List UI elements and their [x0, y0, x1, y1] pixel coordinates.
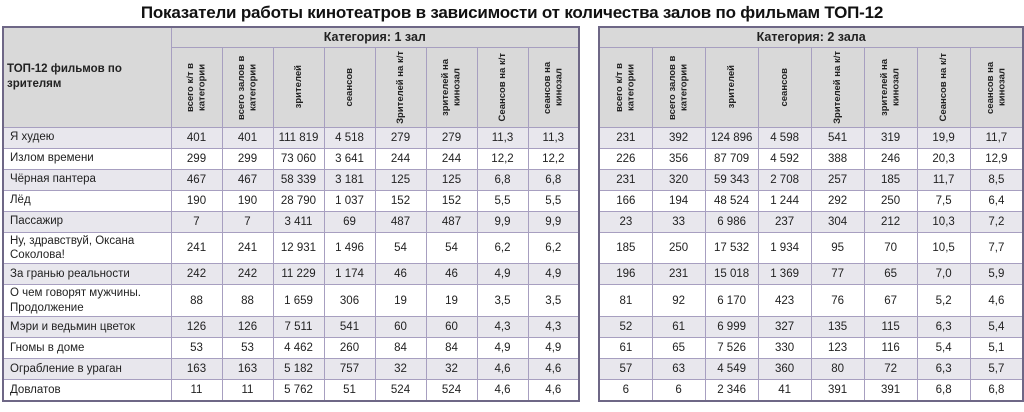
value-cell: 65 — [652, 338, 705, 359]
value-cell: 32 — [375, 359, 426, 380]
value-cell: 125 — [375, 169, 426, 190]
value-cell: 6,3 — [917, 317, 970, 338]
table-row — [3, 380, 579, 401]
value-cell: 69 — [324, 211, 375, 232]
value-cell: 65 — [864, 264, 917, 285]
value-cell: 6,8 — [477, 169, 528, 190]
value-cell: 58 339 — [273, 169, 324, 190]
value-cell: 123 — [811, 338, 864, 359]
column-header-viewers-per-hall: зрителей на кинозал — [426, 47, 477, 127]
value-cell: 185 — [864, 169, 917, 190]
table-row — [599, 359, 1023, 380]
value-cell: 242 — [222, 264, 273, 285]
column-header-sessions-per-hall: сеансов на кинозал — [970, 47, 1023, 127]
value-cell: 88 — [222, 285, 273, 317]
column-header-viewers-per-cinema: Зрителей на к/т — [375, 47, 426, 127]
value-cell: 7,7 — [970, 232, 1023, 264]
value-cell: 244 — [375, 148, 426, 169]
value-cell: 61 — [599, 338, 652, 359]
value-cell: 7,0 — [917, 264, 970, 285]
table-row — [3, 211, 579, 232]
table-row — [599, 169, 1023, 190]
value-cell: 67 — [864, 285, 917, 317]
value-cell: 7,2 — [970, 211, 1023, 232]
value-cell: 391 — [864, 380, 917, 401]
value-cell: 70 — [864, 232, 917, 264]
value-cell: 163 — [171, 359, 222, 380]
value-cell: 226 — [599, 148, 652, 169]
value-cell: 423 — [758, 285, 811, 317]
value-cell: 84 — [426, 338, 477, 359]
value-cell: 63 — [652, 359, 705, 380]
value-cell: 32 — [426, 359, 477, 380]
table-row — [3, 338, 579, 359]
value-cell: 52 — [599, 317, 652, 338]
value-cell: 320 — [652, 169, 705, 190]
tables-container — [2, 26, 1022, 402]
column-header-sessions-per-hall: сеансов на кинозал — [528, 47, 579, 127]
value-cell: 1 244 — [758, 190, 811, 211]
table-row — [599, 338, 1023, 359]
table-row — [3, 127, 579, 148]
value-cell: 3,5 — [477, 285, 528, 317]
value-cell: 11 — [171, 380, 222, 401]
column-header-sessions-per-cinema: Сеансов на к/т — [917, 47, 970, 127]
value-cell: 391 — [811, 380, 864, 401]
value-cell: 299 — [171, 148, 222, 169]
column-header-viewers: зрителей — [273, 47, 324, 127]
value-cell: 163 — [222, 359, 273, 380]
value-cell: 80 — [811, 359, 864, 380]
value-cell: 4,9 — [477, 338, 528, 359]
value-cell: 10,3 — [917, 211, 970, 232]
value-cell: 81 — [599, 285, 652, 317]
value-cell: 111 819 — [273, 127, 324, 148]
value-cell: 319 — [864, 127, 917, 148]
value-cell: 3 181 — [324, 169, 375, 190]
value-cell: 5,4 — [970, 317, 1023, 338]
film-name-cell: Чёрная пантера — [3, 169, 171, 190]
value-cell: 541 — [324, 317, 375, 338]
table-row — [3, 264, 579, 285]
value-cell: 6,2 — [477, 232, 528, 264]
value-cell: 5,9 — [970, 264, 1023, 285]
value-cell: 51 — [324, 380, 375, 401]
value-cell: 20,3 — [917, 148, 970, 169]
column-header-sessions-per-cinema: Сеансов на к/т — [477, 47, 528, 127]
value-cell: 4 549 — [705, 359, 758, 380]
value-cell: 6,8 — [528, 169, 579, 190]
value-cell: 6,8 — [917, 380, 970, 401]
column-header-total-halls: всего залов в категории — [652, 47, 705, 127]
film-name-cell: Мэри и ведьмин цветок — [3, 317, 171, 338]
value-cell: 3,5 — [528, 285, 579, 317]
table-row — [599, 317, 1023, 338]
table-row — [3, 285, 579, 317]
value-cell: 152 — [426, 190, 477, 211]
value-cell: 250 — [652, 232, 705, 264]
value-cell: 115 — [864, 317, 917, 338]
value-cell: 231 — [652, 264, 705, 285]
value-cell: 5,7 — [970, 359, 1023, 380]
value-cell: 1 369 — [758, 264, 811, 285]
table-row — [3, 232, 579, 264]
table-row — [3, 190, 579, 211]
value-cell: 524 — [426, 380, 477, 401]
value-cell: 11 — [222, 380, 273, 401]
film-name-cell: Довлатов — [3, 380, 171, 401]
value-cell: 57 — [599, 359, 652, 380]
value-cell: 11,3 — [528, 127, 579, 148]
value-cell: 5,5 — [528, 190, 579, 211]
value-cell: 28 790 — [273, 190, 324, 211]
table-row — [599, 264, 1023, 285]
value-cell: 116 — [864, 338, 917, 359]
value-cell: 2 346 — [705, 380, 758, 401]
value-cell: 190 — [171, 190, 222, 211]
value-cell: 244 — [426, 148, 477, 169]
value-cell: 330 — [758, 338, 811, 359]
film-name-cell: Ну, здравствуй, Оксана Соколова! — [3, 232, 171, 264]
value-cell: 304 — [811, 211, 864, 232]
value-cell: 524 — [375, 380, 426, 401]
value-cell: 7 — [222, 211, 273, 232]
value-cell: 135 — [811, 317, 864, 338]
table-row — [599, 285, 1023, 317]
column-header-viewers-per-hall: зрителей на кинозал — [864, 47, 917, 127]
value-cell: 53 — [171, 338, 222, 359]
value-cell: 95 — [811, 232, 864, 264]
value-cell: 41 — [758, 380, 811, 401]
value-cell: 19 — [426, 285, 477, 317]
value-cell: 17 532 — [705, 232, 758, 264]
value-cell: 2 708 — [758, 169, 811, 190]
value-cell: 541 — [811, 127, 864, 148]
table-row — [599, 190, 1023, 211]
value-cell: 231 — [599, 169, 652, 190]
value-cell: 5,1 — [970, 338, 1023, 359]
value-cell: 279 — [426, 127, 477, 148]
film-name-cell: За гранью реальности — [3, 264, 171, 285]
value-cell: 72 — [864, 359, 917, 380]
value-cell: 11,7 — [970, 127, 1023, 148]
table-row — [599, 211, 1023, 232]
value-cell: 4,6 — [528, 380, 579, 401]
value-cell: 6 — [599, 380, 652, 401]
value-cell: 152 — [375, 190, 426, 211]
value-cell: 4 462 — [273, 338, 324, 359]
value-cell: 196 — [599, 264, 652, 285]
value-cell: 401 — [222, 127, 273, 148]
value-cell: 757 — [324, 359, 375, 380]
value-cell: 4,9 — [528, 338, 579, 359]
value-cell: 23 — [599, 211, 652, 232]
film-name-cell: Лёд — [3, 190, 171, 211]
value-cell: 467 — [222, 169, 273, 190]
value-cell: 77 — [811, 264, 864, 285]
value-cell: 88 — [171, 285, 222, 317]
value-cell: 231 — [599, 127, 652, 148]
value-cell: 12,9 — [970, 148, 1023, 169]
value-cell: 4 592 — [758, 148, 811, 169]
value-cell: 15 018 — [705, 264, 758, 285]
films-column-header: ТОП-12 фильмов по зрителям — [3, 27, 171, 127]
column-header-sessions: сеансов — [324, 47, 375, 127]
value-cell: 60 — [426, 317, 477, 338]
value-cell: 1 174 — [324, 264, 375, 285]
value-cell: 5 762 — [273, 380, 324, 401]
value-cell: 5 182 — [273, 359, 324, 380]
value-cell: 4 518 — [324, 127, 375, 148]
category-header-2: Категория: 2 зала — [599, 27, 1023, 47]
value-cell: 6 — [652, 380, 705, 401]
value-cell: 3 411 — [273, 211, 324, 232]
value-cell: 7 — [171, 211, 222, 232]
value-cell: 61 — [652, 317, 705, 338]
value-cell: 327 — [758, 317, 811, 338]
value-cell: 7 511 — [273, 317, 324, 338]
film-name-cell: Я худею — [3, 127, 171, 148]
value-cell: 401 — [171, 127, 222, 148]
value-cell: 46 — [426, 264, 477, 285]
film-name-cell: О чем говорят мужчины. Продолжение — [3, 285, 171, 317]
table-row — [599, 127, 1023, 148]
value-cell: 11 229 — [273, 264, 324, 285]
value-cell: 12,2 — [528, 148, 579, 169]
value-cell: 467 — [171, 169, 222, 190]
value-cell: 84 — [375, 338, 426, 359]
value-cell: 6 986 — [705, 211, 758, 232]
category-header-1: Категория: 1 зал — [171, 27, 579, 47]
value-cell: 92 — [652, 285, 705, 317]
value-cell: 6 999 — [705, 317, 758, 338]
value-cell: 6,4 — [970, 190, 1023, 211]
value-cell: 48 524 — [705, 190, 758, 211]
value-cell: 87 709 — [705, 148, 758, 169]
column-header-total-cinemas: всего к/т в категории — [599, 47, 652, 127]
value-cell: 19 — [375, 285, 426, 317]
value-cell: 4,3 — [477, 317, 528, 338]
value-cell: 9,9 — [528, 211, 579, 232]
value-cell: 9,9 — [477, 211, 528, 232]
value-cell: 4,3 — [528, 317, 579, 338]
value-cell: 46 — [375, 264, 426, 285]
value-cell: 124 896 — [705, 127, 758, 148]
table-row — [599, 148, 1023, 169]
value-cell: 4,9 — [477, 264, 528, 285]
value-cell: 76 — [811, 285, 864, 317]
value-cell: 54 — [426, 232, 477, 264]
value-cell: 5,5 — [477, 190, 528, 211]
value-cell: 237 — [758, 211, 811, 232]
value-cell: 392 — [652, 127, 705, 148]
value-cell: 19,9 — [917, 127, 970, 148]
value-cell: 11,7 — [917, 169, 970, 190]
value-cell: 292 — [811, 190, 864, 211]
value-cell: 4,6 — [528, 359, 579, 380]
value-cell: 487 — [426, 211, 477, 232]
value-cell: 279 — [375, 127, 426, 148]
value-cell: 356 — [652, 148, 705, 169]
value-cell: 54 — [375, 232, 426, 264]
value-cell: 8,5 — [970, 169, 1023, 190]
table-row — [3, 317, 579, 338]
value-cell: 12,2 — [477, 148, 528, 169]
value-cell: 5,4 — [917, 338, 970, 359]
value-cell: 241 — [171, 232, 222, 264]
value-cell: 126 — [222, 317, 273, 338]
value-cell: 4 598 — [758, 127, 811, 148]
column-header-viewers: зрителей — [705, 47, 758, 127]
value-cell: 5,2 — [917, 285, 970, 317]
value-cell: 125 — [426, 169, 477, 190]
value-cell: 242 — [171, 264, 222, 285]
film-name-cell: Излом времени — [3, 148, 171, 169]
column-header-total-halls: всего залов в категории — [222, 47, 273, 127]
value-cell: 185 — [599, 232, 652, 264]
value-cell: 257 — [811, 169, 864, 190]
value-cell: 10,5 — [917, 232, 970, 264]
table-category-2-halls — [598, 26, 1024, 402]
table-1-body — [3, 127, 579, 401]
value-cell: 59 343 — [705, 169, 758, 190]
table-category-1-hall — [2, 26, 580, 402]
value-cell: 4,6 — [477, 380, 528, 401]
column-header-viewers-per-cinema: Зрителей на к/т — [811, 47, 864, 127]
value-cell: 487 — [375, 211, 426, 232]
page-title: Показатели работы кинотеатров в зависимости от количества залов по фильмам ТОП-12 — [140, 3, 884, 22]
column-header-total-cinemas: всего к/т в категории — [171, 47, 222, 127]
table-row — [3, 169, 579, 190]
value-cell: 6 170 — [705, 285, 758, 317]
value-cell: 33 — [652, 211, 705, 232]
table-row — [3, 359, 579, 380]
value-cell: 299 — [222, 148, 273, 169]
value-cell: 260 — [324, 338, 375, 359]
value-cell: 4,6 — [970, 285, 1023, 317]
value-cell: 1 659 — [273, 285, 324, 317]
value-cell: 7,5 — [917, 190, 970, 211]
value-cell: 190 — [222, 190, 273, 211]
value-cell: 166 — [599, 190, 652, 211]
table-row — [599, 380, 1023, 401]
value-cell: 11,3 — [477, 127, 528, 148]
value-cell: 388 — [811, 148, 864, 169]
value-cell: 241 — [222, 232, 273, 264]
value-cell: 306 — [324, 285, 375, 317]
value-cell: 1 037 — [324, 190, 375, 211]
value-cell: 3 641 — [324, 148, 375, 169]
table-2-body — [599, 127, 1023, 401]
value-cell: 194 — [652, 190, 705, 211]
table-row — [3, 148, 579, 169]
value-cell: 250 — [864, 190, 917, 211]
value-cell: 1 934 — [758, 232, 811, 264]
value-cell: 73 060 — [273, 148, 324, 169]
film-name-cell: Ограбление в ураган — [3, 359, 171, 380]
value-cell: 1 496 — [324, 232, 375, 264]
value-cell: 6,3 — [917, 359, 970, 380]
film-name-cell: Гномы в доме — [3, 338, 171, 359]
value-cell: 7 526 — [705, 338, 758, 359]
table-row — [599, 232, 1023, 264]
column-header-sessions: сеансов — [758, 47, 811, 127]
value-cell: 12 931 — [273, 232, 324, 264]
value-cell: 212 — [864, 211, 917, 232]
value-cell: 4,6 — [477, 359, 528, 380]
value-cell: 53 — [222, 338, 273, 359]
film-name-cell: Пассажир — [3, 211, 171, 232]
value-cell: 6,2 — [528, 232, 579, 264]
value-cell: 126 — [171, 317, 222, 338]
value-cell: 60 — [375, 317, 426, 338]
value-cell: 246 — [864, 148, 917, 169]
value-cell: 360 — [758, 359, 811, 380]
value-cell: 6,8 — [970, 380, 1023, 401]
value-cell: 4,9 — [528, 264, 579, 285]
